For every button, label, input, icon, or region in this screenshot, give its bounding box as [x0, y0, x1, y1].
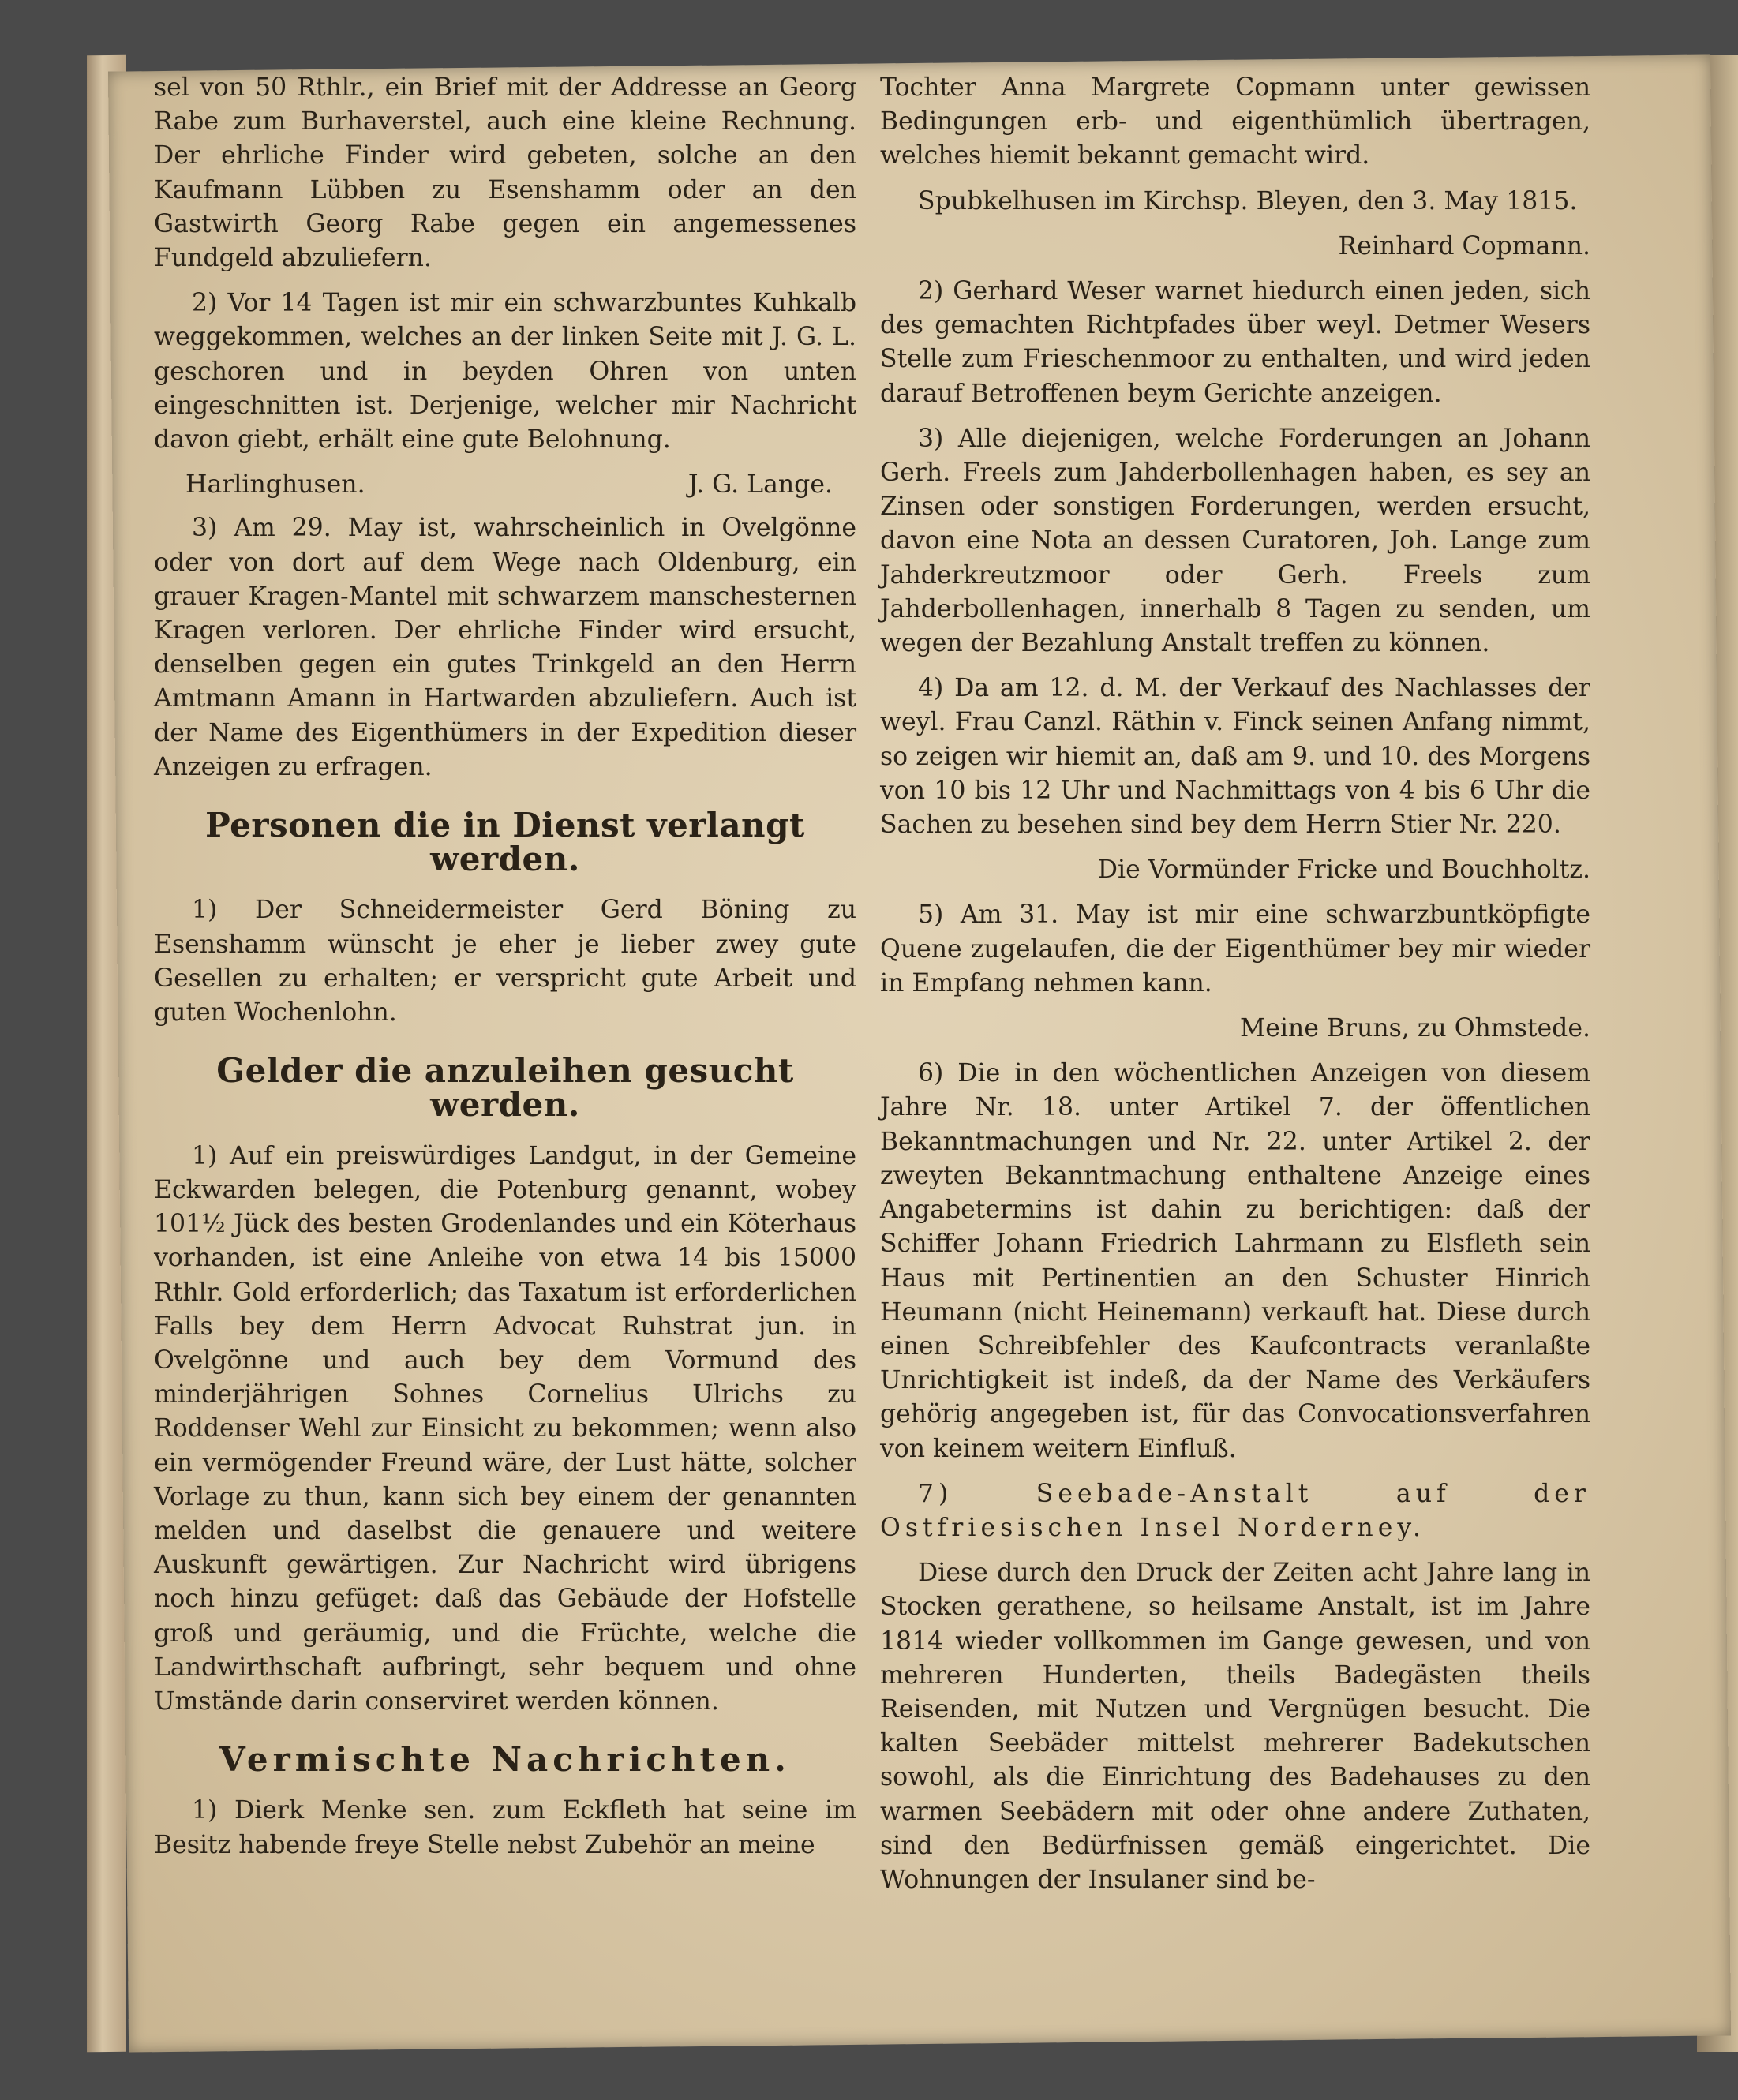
right-p1-date: Spubkelhusen im Kirchsp. Bleyen, den 3. May 1815.	[918, 186, 1578, 215]
right-p7: Diese durch den Druck der Zeiten acht Jahre lang in Stocken gerathene, so heilsame Anstalt, ist im Jahre 1814 wieder vollkommen im Gange gewesen, und von mehreren Hunderten, theils Badegästen theils Reisenden, mit Nutzen und Vergnügen besucht. Die kalten Seebäder mittelst mehrerer Badekutschen sowohl, als die Einrichtung des Badehauses zu den warmen Seebädern mit oder ohne andere Zuthaten, sind den Bedürfnissen gemäß eingerichtet. Die Wohnungen der Insulaner sind be-	[880, 1559, 1590, 1894]
right-p5: 5) Am 31. May ist mir eine schwarzbuntköpfigte Quene zugelaufen, die der Eigenthümer bey mir wieder in Empfang nehmen kann.	[880, 900, 1590, 998]
left-p2: 2) Vor 14 Tagen ist mir ein schwarzbuntes Kuhkalb weggekommen, welches an der linken Seite mit J. G. L. geschoren und in beyden Ohren von unten eingeschnitten ist. Derjenige, welcher mir Nachricht davon giebt, erhält eine gute Belohnung.	[154, 289, 856, 455]
right-p6: 6) Die in den wöchentlichen Anzeigen von diesem Jahre Nr. 18. unter Artikel 7. der öffentlichen Bekanntmachungen und Nr. 22. unter Artikel 2. der zweyten Bekanntmachung enthaltene Anzeige eines Angabetermins ist dahin zu berichtigen: daß der Schiffer Johann Friedrich Lahrmann zu Elsfleth sein Haus mit Pertinentien an den Schuster Hinrich Heumann (nicht Heinemann) verkauft hat. Diese durch einen Schreibfehler des Kaufcontracts veranlaßte Unrichtigkeit ist indeß, da der Name des Verkäufers gehörig angegeben ist, für das Convocationsverfahren von keinem weitern Einfluß.	[880, 1059, 1590, 1463]
right-p4-signature: Die Vormünder Fricke und Bouchholtz.	[1097, 855, 1590, 885]
right-p1-signature: Reinhard Copmann.	[1338, 231, 1590, 260]
right-p3: 3) Alle diejenigen, welche Forderungen an Johann Gerh. Freels zum Jahderbollenhagen haben, es sey an Zinsen oder sonstigen Forderungen, werden ersucht, davon eine Nota an dessen Curatoren, Joh. Lange zum Jahderkreutzmoor oder Gerh. Freels zum Jahderbollenhagen, innerhalb 8 Tagen zu senden, um wegen der Bezahlung Anstalt treffen zu können.	[880, 424, 1590, 658]
heading-gelder: Gelder die anzuleihen gesucht werden.	[216, 1051, 794, 1125]
left-p6: 1) Dierk Menke sen. zum Eckfleth hat seine im Besitz habende freye Stelle nebst Zubehör an meine	[154, 1796, 856, 1859]
right-p1: Tochter Anna Margrete Copmann unter gewissen Bedingungen erb- und eigenthümlich übertragen, welches hiemit bekannt gemacht wird.	[880, 73, 1590, 170]
right-p7-title: 7) Seebade-Anstalt auf der Ostfriesischen Insel Norderney.	[880, 1479, 1590, 1542]
left-p2-signature-line	[154, 468, 856, 502]
right-p5-signature: Meine Bruns, zu Ohmstede.	[1239, 1014, 1590, 1043]
left-column	[154, 71, 856, 1874]
left-p3: 3) Am 29. May ist, wahrscheinlich in Ovelgönne oder von dort auf dem Wege nach Oldenburg, ein grauer Kragen-Mantel mit schwarzem manschesternen Kragen verloren. Der ehrliche Finder wird ersucht, denselben gegen ein gutes Trinkgeld an den Herrn Amtmann Amann in Hartwarden abzuliefern. Auch ist der Name des Eigenthümers in der Expedition dieser Anzeigen zu erfragen.	[154, 514, 856, 781]
heading-dienst: Personen die in Dienst verlangt werden.	[205, 806, 805, 879]
left-p4: 1) Der Schneidermeister Gerd Böning zu Esenshamm wünscht je eher je lieber zwey gute Gesellen zu erhalten; er verspricht gute Arbeit und guten Wochenlohn.	[154, 896, 856, 1028]
right-p2: 2) Gerhard Weser warnet hiedurch einen jeden, sich des gemachten Richtpfades über weyl. Detmer Wesers Stelle zum Frieschenmoor zu enthalten, und wird jeden darauf Betroffenen beym Gerichte anzeigen.	[880, 277, 1590, 408]
left-p1: sel von 50 Rthlr., ein Brief mit der Addresse an Georg Rabe zum Burhaverstel, auch eine kleine Rechnung. Der ehrliche Finder wird gebeten, solche an den Kaufmann Lübben zu Esenshamm oder an den Gastwirth Georg Rabe gegen ein angemessenes Fundgeld abzuliefern.	[154, 73, 856, 273]
right-p4: 4) Da am 12. d. M. der Verkauf des Nachlasses der weyl. Frau Canzl. Räthin v. Finck seinen Anfang nimmt, so zeigen wir hiemit an, daß am 9. und 10. des Morgens von 10 bis 12 Uhr und Nachmittags von 4 bis 6 Uhr die Sachen zu besehen sind bey dem Herrn Stier Nr. 220.	[880, 674, 1590, 840]
left-p2-signature: J. G. Lange.	[687, 470, 833, 500]
right-column	[880, 71, 1590, 1908]
left-p2-place: Harlinghusen.	[185, 470, 365, 500]
left-p5: 1) Auf ein preiswürdiges Landgut, in der Gemeine Eckwarden belegen, die Potenburg genannt, wobey 101½ Jück des besten Grodenlandes und ein Köterhaus vorhanden, ist eine Anleihe von etwa 14 bis 15000 Rthlr. Gold erforderlich; das Taxatum ist erforderlichen Falls bey dem Herrn Advocat Ruhstrat jun. in Ovelgönne und auch bey dem Vormund des minderjährigen Sohnes Cornelius Ulrichs zu Roddenser Wehl zur Einsicht zu bekommen; wenn also ein vermögender Freund wäre, der Lust hätte, solcher Vorlage zu thun, kann sich bey einem der genannten melden und daselbst die genauere und weitere Auskunft gewärtigen. Zur Nachricht wird übrigens noch hinzu gefüget: daß das Gebäude der Hofstelle groß und geräumig, und die Früchte, welche die Landwirthschaft aufbringt, sehr bequem und ohne Umstände darin conserviret werden können.	[154, 1141, 856, 1716]
heading-vermischte: Vermischte Nachrichten.	[219, 1740, 791, 1780]
